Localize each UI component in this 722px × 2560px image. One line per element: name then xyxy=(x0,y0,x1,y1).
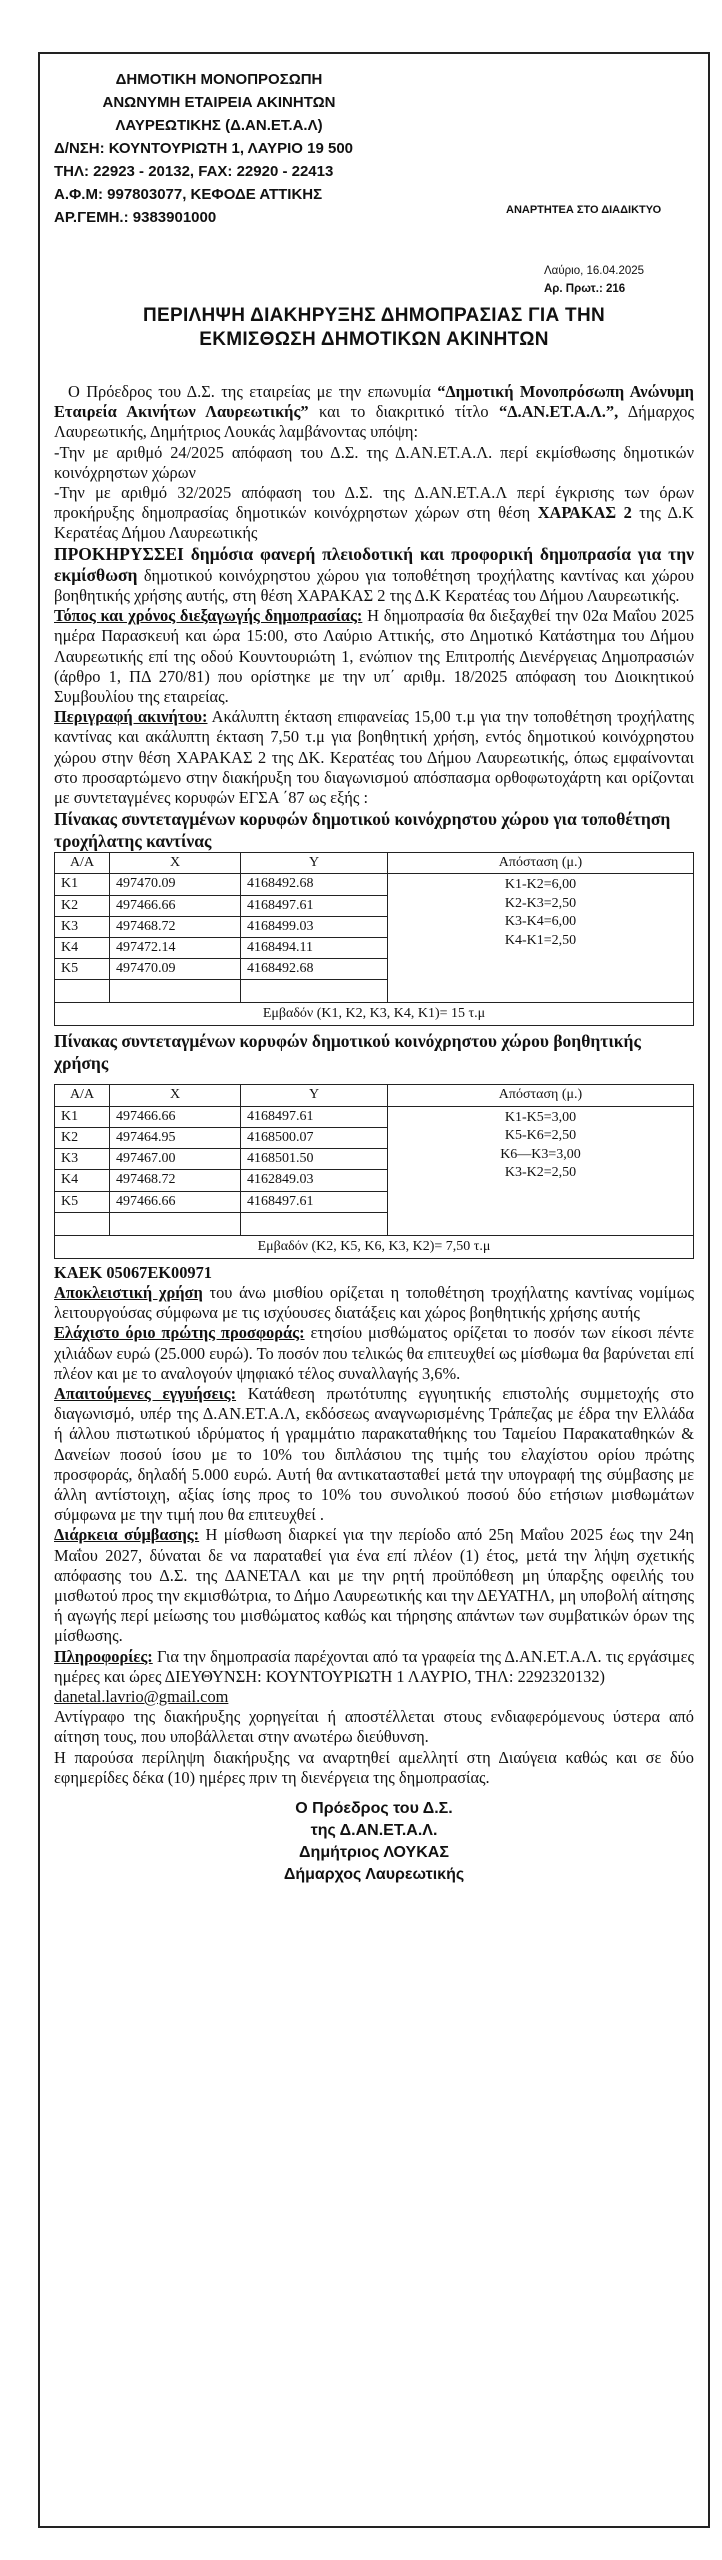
table1-distances: Κ1-Κ2=6,00 Κ2-Κ3=2,50 Κ3-Κ4=6,00 Κ4-Κ1=2,50 xyxy=(388,874,694,1003)
coordinates-table-canteen xyxy=(54,852,694,1026)
table-row: Κ1 497466.66 4168497.61 Κ1-Κ5=3,00 Κ5-Κ6=2,50 Κ6—Κ3=3,00 Κ3-Κ2=2,50 xyxy=(55,1106,694,1127)
org-name-line3: ΛΑΥΡΕΩΤΙΚΗΣ (Δ.ΑΝ.ΕΤ.Α.Λ) xyxy=(115,117,323,134)
table2-header-y: Υ xyxy=(241,1085,388,1106)
table-row: Κ2 497464.95 4168500.07 xyxy=(55,1127,694,1148)
contact-email[interactable]: danetal.lavrio@gmail.com xyxy=(54,1686,229,1706)
property-description: Περιγραφή ακινήτου: Ακάλυπτη έκταση επιφανείας 15,00 τ.μ για την τοποθέτηση τροχήλατης καντίνας και ακάλυπτη έκταση 7,50 τ.μ για βοηθητική χρήση, εντός δημοτικού κοινόχρηστου χώρου στην θέση ΧΑΡΑΚΑΣ 2 της ΔΚ. Κερατέας του Δήμου Λαυρεωτικής, όπως εμφαίνονται στο προσαρτώμενο στην διακήρυξη του διαγωνισμού απόσπασμα ορθοφωτοχάρτη και ορίζονται με συντεταγμένες κορυφών ΕΓΣΑ ΄87 ως εξής : xyxy=(54,707,694,808)
title-line2: ΕΚΜΙΣΘΩΣΗ ΔΗΜΟΤΙΚΩΝ ΑΚΙΝΗΤΩΝ xyxy=(199,329,549,350)
auction-place-time: Τόπος και χρόνος διεξαγωγής δημοπρασίας: Η δημοπρασία θα διεξαχθεί την 02α Μαΐου 2025 ημέρα Παρασκευή και ώρα 15:00, στο Λαύριο Αττικής, στο Δημοτικό Κατάστημα του Δήμου Λαυρεωτικής επί της οδού Κουντουριώτη 1, ενώπιον της Επιτροπής Διενέργειας Δημοπρασιών (άρθρο 1, ΠΔ 270/81) που ορίστηκε με την υπ΄ αριθμ. 18/2025 απόφαση του Διοικητικού Συμβουλίου της εταιρείας. xyxy=(54,606,695,707)
document-body xyxy=(54,382,694,1886)
exclusive-use: Αποκλειστική χρήση του άνω μισθίου ορίζεται η τοποθέτηση τροχήλατης καντίνας νομίμως λειτουργούσας σύμφωνα με τις ισχύουσες διατάξεις και χώρος βοηθητικής χρήσης αυτής xyxy=(54,1282,694,1323)
guarantees: Απαιτούμενες εγγυήσεις: Κατάθεση πρωτότυπης εγγυητικής επιστολής συμμετοχής στο διαγωνισμό, υπέρ της Δ.ΑΝ.ΕΤ.Α.Λ, εκδόσεως αναγνωρισμένης Τράπεζας με έδρα την Ελλάδα ή άλλου πιστωτικού ιδρύματος ή γραμμάτιο παρακαταθήκης του Ταμείου Παρακαταθηκών & Δανείων ποσού ίσου με το 10% του διπλάσιου της τιμής του ελαχίστου ορίου πρώτης προσφοράς, δηλαδή 5.000 ευρώ. Αυτή θα αντικατασταθεί μετά την υπογραφή της σύμβασης με άλλη αντίστοιχη, αξίας ίσης προς το 10% του συνολικού ποσού δύο ετήσιων μισθωμάτων σύμφωνα με την τιμή που θα επιτευχθεί . xyxy=(54,1383,694,1525)
consideration-1: -Την με αριθμό 24/2025 απόφαση του Δ.Σ. της Δ.ΑΝ.ΕΤ.Α.Λ. περί εκμίσθωσης δημοτικών κοινόχρηστων χώρων xyxy=(54,442,694,482)
table1-header-distance: Απόσταση (μ.) xyxy=(388,853,694,874)
signature-block xyxy=(54,1798,694,1886)
intro-paragraph: Ο Πρόεδρος του Δ.Σ. της εταιρείας με την επωνυμία “Δημοτική Μονοπρόσωπη Ανώνυμη Εταιρεία Ακινήτων Λαυρεωτικής” και το διακριτικό τίτλο “Δ.ΑΝ.ΕΤ.Α.Λ.”, Δήμαρχος Λαυρεωτικής, Δημήτριος Λουκάς λαμβάνοντας υπόψη: xyxy=(54,382,694,442)
doc-date: Λαύριο, 16.04.2025 xyxy=(544,265,645,277)
org-name-line2: ΑΝΩΝΥΜΗ ΕΤΑΙΡΕΙΑ ΑΚΙΝΗΤΩΝ xyxy=(102,94,336,111)
table2-distances: Κ1-Κ5=3,00 Κ5-Κ6=2,50 Κ6—Κ3=3,00 Κ3-Κ2=2,50 xyxy=(388,1106,694,1235)
signatory-name: Δημήτριος ΛΟΥΚΑΣ xyxy=(299,1843,449,1861)
contract-duration: Διάρκεια σύμβασης: Η μίσθωση διαρκεί για την περίοδο από 25η Μαΐου 2025 έως την 24η Μαΐου 2027, δύναται δε να παραταθεί για ένα επί πλέον (1) έτος, μετά την λήψη σχετικής απόφασης του Δ.Σ. της ΔΑΝΕΤΑΛ και με την ρητή προϋπόθεση μη ύπαρξης οφειλής του μισθωτού προς την εκμισθώτρια, το Δήμο Λαυρεωτικής και την ΔΕΥΑΤΗΛ, μη υποβολή αίτησης ή αγωγής περί μείωσης του μισθώματος καθώς και τήρησης απάντων των συμβατικών όρων της μίσθωσης. xyxy=(54,1525,694,1646)
table-row: Κ2 497466.66 4168497.61 xyxy=(55,895,694,916)
signatory-role: Δήμαρχος Λαυρεωτικής xyxy=(283,1865,465,1883)
table-row: Κ4 497468.72 4162849.03 xyxy=(55,1170,694,1191)
signatory-title: Ο Πρόεδρος του Δ.Σ. xyxy=(295,1799,453,1817)
minimum-offer: Ελάχιστο όριο πρώτης προσφοράς: ετησίου μισθώματος ορίζεται το ποσόν των είκοσι πέντε χιλιάδων ευρώ (25.000 ευρώ). Το ποσόν που τελικώς θα επιτευχθεί ως μίσθωμα θα βαρύνεται επί πλέον και με το αναλογούν ψηφιακό τέλος συναλλαγής 3,6%. xyxy=(54,1323,695,1383)
posting-note: ΑΝΑΡΤΗΤΕΑ ΣΤΟ ΔΙΑΔΙΚΤΥΟ xyxy=(506,204,662,216)
coordinates-table-auxiliary xyxy=(54,1084,694,1258)
table-row: Κ3 497467.00 4168501.50 xyxy=(55,1149,694,1170)
org-name-line1: ΔΗΜΟΤΙΚΗ ΜΟΝΟΠΡΟΣΩΠΗ xyxy=(115,71,323,88)
table-row: Κ5 497470.09 4168492.68 xyxy=(55,959,694,980)
document-page xyxy=(38,52,710,2528)
table2-header-aa: Α/Α xyxy=(55,1085,110,1106)
table2-area: Εμβαδόν (Κ2, Κ5, Κ6, Κ3, Κ2)= 7,50 τ.μ xyxy=(55,1235,694,1258)
table-row: Κ4 497472.14 4168494.11 xyxy=(55,938,694,959)
protocol-number: Αρ. Πρωτ.: 216 xyxy=(544,283,626,295)
information: Πληροφορίες: Για την δημοπρασία παρέχονται από τα γραφεία της Δ.ΑΝ.ΕΤ.Α.Λ. τις εργάσιμες ημέρες και ώρες ΔΙΕΥΘΥΝΣΗ: ΚΟΥΝΤΟΥΡΙΩΤΗ 1 ΛΑΥΡΙΟ, ΤΗΛ: 2292320132) xyxy=(54,1646,694,1686)
letterhead xyxy=(54,54,694,295)
consideration-2: -Την με αριθμό 32/2025 απόφαση του Δ.Σ. της Δ.ΑΝ.ΕΤ.Α.Λ περί έγκρισης των όρων προκήρυξης δημοπρασίας δημοτικών κοινόχρηστων χώρων στη θέση ΧΑΡΑΚΑΣ 2 της Δ.Κ Κερατέας Δήμου Λαυρεωτικής xyxy=(54,483,694,543)
org-phone: ΤΗΛ: 22923 - 20132, FAX: 22920 - 22413 xyxy=(54,163,334,180)
table1-caption: Πίνακας συντεταγμένων κορυφών δημοτικού κοινόχρηστου χώρου για τοποθέτηση τροχήλατης καντίνας xyxy=(54,809,671,852)
organization-block xyxy=(54,68,474,229)
table-row: Κ5 497466.66 4168497.61 xyxy=(55,1191,694,1212)
table-row: Κ3 497468.72 4168499.03 xyxy=(55,916,694,937)
table1-header-x: Χ xyxy=(110,853,241,874)
proclamation: ΠΡΟΚΗΡΥΣΣΕΙ δημόσια φανερή πλειοδοτική και προφορική δημοπρασία για την εκμίσθωση δημοτικού κοινόχρηστου χώρου για τοποθέτηση τροχήλατης καντίνας και χώρου βοηθητικής χρήσης αυτής, στη θέση ΧΑΡΑΚΑΣ 2 της Δ.Κ Κερατέας του Δήμου Λαυρεωτικής. xyxy=(54,543,694,606)
document-title xyxy=(54,304,694,352)
title-line1: ΠΕΡΙΛΗΨΗ ΔΙΑΚΗΡΥΞΗΣ ΔΗΜΟΠΡΑΣΙΑΣ ΓΙΑ ΤΗΝ xyxy=(143,305,605,326)
table-row: Κ1 497470.09 4168492.68 Κ1-Κ2=6,00 Κ2-Κ3=2,50 Κ3-Κ4=6,00 Κ4-Κ1=2,50 xyxy=(55,874,694,895)
kaek-code: ΚΑΕΚ 05067ΕΚ00971 xyxy=(54,1262,212,1282)
signatory-company: της Δ.ΑΝ.ΕΤ.Α.Λ. xyxy=(310,1821,438,1839)
table2-header-x: Χ xyxy=(110,1085,241,1106)
org-address: Δ/ΝΣΗ: ΚΟΥΝΤΟΥΡΙΩΤΗ 1, ΛΑΥΡΙΟ 19 500 xyxy=(54,140,354,157)
date-protocol xyxy=(544,262,644,298)
table1-header-y: Υ xyxy=(241,853,388,874)
copy-note: Αντίγραφο της διακήρυξης χορηγείται ή αποστέλλεται στους ενδιαφερόμενους ύστερα από αίτηση τους, που υποβάλλεται στην ανωτέρω διεύθυνση. xyxy=(54,1707,694,1747)
table2-caption: Πίνακας συντεταγμένων κορυφών δημοτικού κοινόχρηστου χώρου βοηθητικής χρήσης xyxy=(54,1031,641,1074)
table2-header-distance: Απόσταση (μ.) xyxy=(388,1085,694,1106)
org-registry: ΑΡ.ΓΕΜΗ.: 9383901000 xyxy=(54,209,217,226)
table1-header-aa: Α/Α xyxy=(55,853,110,874)
table1-area: Εμβαδόν (Κ1, Κ2, Κ3, Κ4, Κ1)= 15 τ.μ xyxy=(55,1003,694,1026)
publish-note: Η παρούσα περίληψη διακήρυξης να αναρτηθεί αμελλητί στη Διαύγεια καθώς και σε δύο εφημερίδες δέκα (10) ημέρες πριν τη διενέργεια της δημοπρασίας. xyxy=(54,1747,694,1787)
org-tax-id: Α.Φ.Μ: 997803077, ΚΕΦΟΔΕ ΑΤΤΙΚΗΣ xyxy=(54,186,323,203)
